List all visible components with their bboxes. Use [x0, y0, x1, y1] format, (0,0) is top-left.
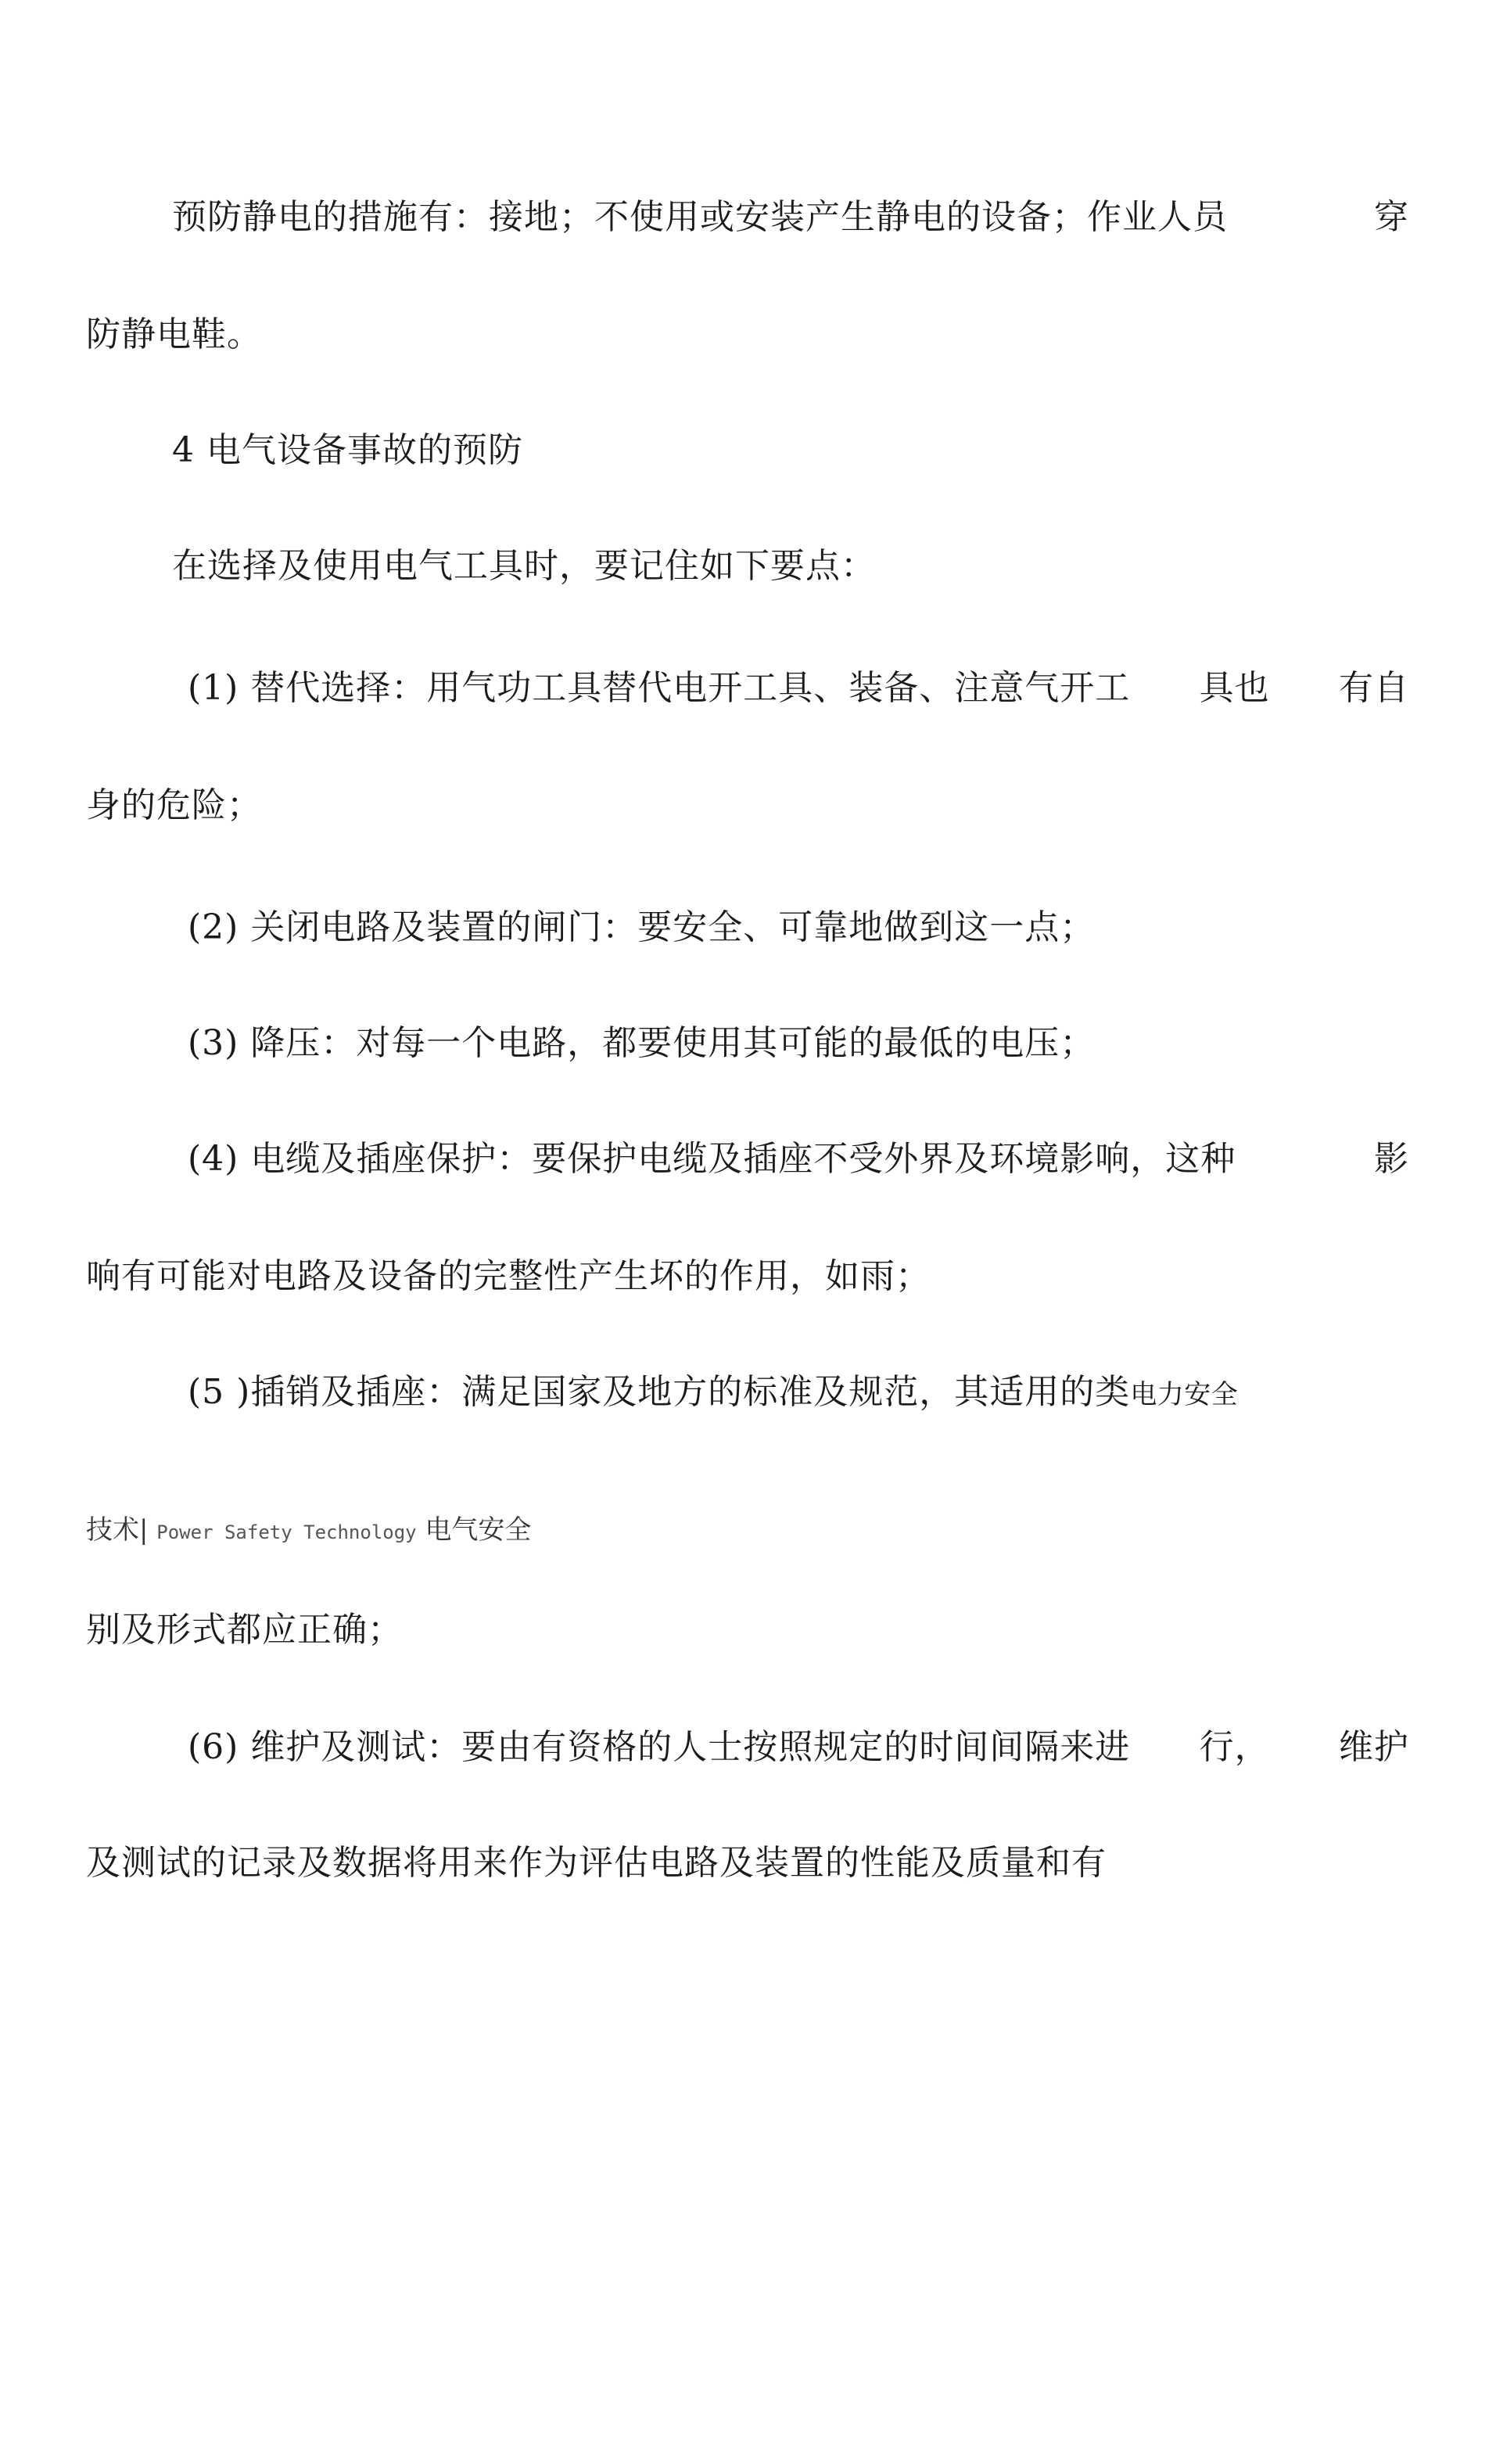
list-item-1-line1 [188, 666, 1409, 710]
text-segment: (4) 电缆及插座保护：要保护电缆及插座不受外界及环境影响，这种 [188, 1139, 1236, 1179]
running-header-english: Power Safety Technology [156, 1521, 417, 1543]
text-segment: 维护 [1339, 1727, 1409, 1767]
text-segment: (1) 替代选择：用气功工具替代电开工具、装备、注意气开工 [188, 668, 1131, 708]
text-segment: (5 )插销及插座：满足国家及地方的标准及规范，其适用的类 [188, 1372, 1131, 1412]
list-item-3: (3) 降压：对每一个电路，都要使用其可能的最低的电压； [188, 1023, 1096, 1063]
list-item-2: (2) 关闭电路及装置的闸门：要安全、可靠地做到这一点； [188, 907, 1096, 947]
paragraph-static-prevention-line2: 防静电鞋。 [86, 314, 262, 354]
section-heading: 4 电气设备事故的预防 [172, 430, 523, 470]
text-segment: 影 [1374, 1139, 1409, 1179]
text-segment: 具也 [1199, 668, 1270, 708]
list-item-1-line2: 身的危险； [86, 785, 262, 825]
list-item-5-line1 [188, 1370, 1238, 1417]
running-header-prefix: 技术| [86, 1514, 149, 1546]
text-segment: 有自 [1339, 668, 1409, 708]
inline-header-fragment: 电力安全 [1130, 1379, 1239, 1410]
list-item-6-line2: 及测试的记录及数据将用来作为评估电路及装置的性能及质量和有 [86, 1843, 1107, 1883]
text-segment: 预防静电的措施有：接地；不使用或安装产生静电的设备；作业人员 [172, 197, 1228, 237]
intro-paragraph: 在选择及使用电气工具时，要记住如下要点： [172, 546, 876, 586]
text-segment: 穿 [1374, 197, 1409, 237]
running-header-suffix: 电气安全 [425, 1514, 532, 1546]
paragraph-static-prevention-line1 [172, 196, 1409, 239]
list-item-6-line1 [188, 1726, 1409, 1769]
running-header [86, 1513, 531, 1550]
text-segment: 行， [1199, 1727, 1270, 1767]
list-item-4-line2: 响有可能对电路及设备的完整性产生坏的作用，如雨； [86, 1256, 931, 1296]
list-item-4-line1 [188, 1137, 1409, 1181]
text-segment: (6) 维护及测试：要由有资格的人士按照规定的时间间隔来进 [188, 1727, 1131, 1767]
list-item-5-line2: 别及形式都应正确； [86, 1610, 403, 1650]
